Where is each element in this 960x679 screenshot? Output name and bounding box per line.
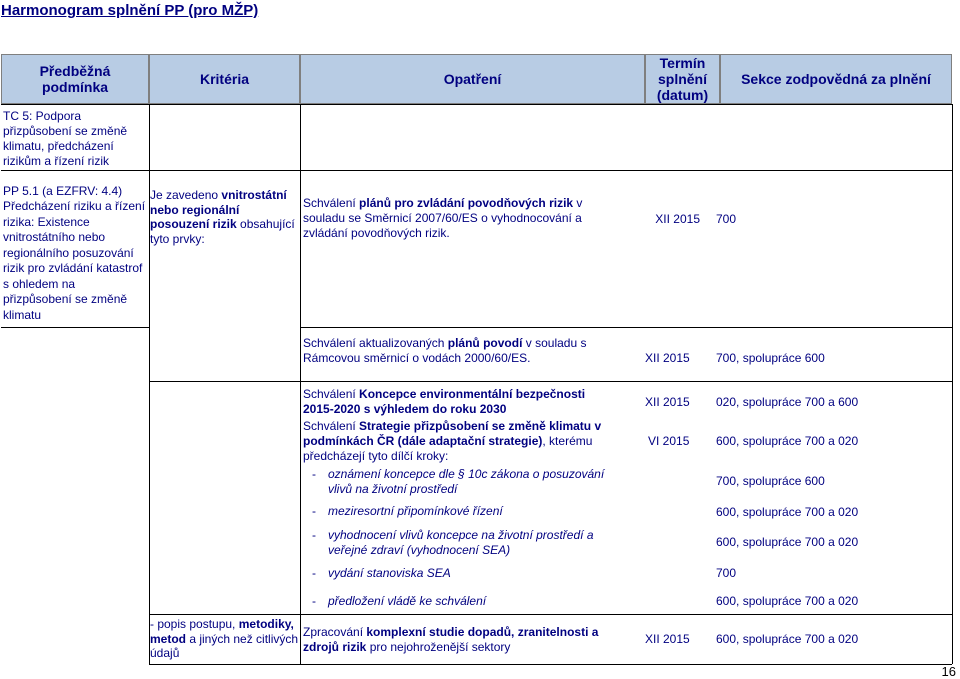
pp-reference: PP 5.1 (a EZFRV: 4.4) — [3, 184, 123, 198]
step-5-text: předložení vládě ke schválení — [328, 594, 487, 608]
step-dash: - — [312, 504, 316, 518]
header-deadline: Termín splnění (datum) — [645, 54, 720, 104]
measure-row-1: Schválení plánů pro zvládání povodňových rizik v souladu se Směrnicí 2007/60/ES o vyhodnocování a zvládání povodňových rizik. — [303, 196, 583, 240]
step-dash: - — [312, 467, 316, 481]
measure-row-5: Zpracování komplexní studie dopadů, zranitelnosti a zdrojů rizik pro nejohroženější sektory — [303, 625, 599, 654]
tc5-label: TC 5: Podpora přizpůsobení se změně klimatu, předcházení rizikům a řízení rizik — [3, 109, 128, 168]
rule-under-pp — [1, 327, 149, 328]
page-title: Harmonogram splnění PP (pro MŽP) — [1, 2, 259, 19]
pp-description: Předcházení riziku a řízení rizika: Existence vnitrostátního nebo regionálního posuzování rizik pro zvládání katastrof s ohledem na přizpůsobení se změně klimatu — [3, 199, 146, 322]
deadline-row-2: XII 2015 — [645, 351, 690, 365]
step-3-text: vyhodnocení vlivů koncepce na životní prostředí a veřejné zdraví (vyhodnocení SEA) — [328, 528, 594, 557]
section-row-3: 020, spolupráce 700 a 600 — [716, 395, 859, 409]
section-row-4: 600, spolupráce 700 a 020 — [716, 434, 859, 448]
step-dash: - — [312, 528, 316, 542]
section-row-1: 700 — [716, 212, 737, 226]
vline-right — [952, 104, 953, 664]
step-2-text: meziresortní připomínkové řízení — [328, 504, 503, 518]
step-5-section: 600, spolupráce 700 a 020 — [716, 594, 859, 608]
rule-under-row1 — [300, 327, 952, 328]
deadline-row-5: XII 2015 — [645, 632, 690, 646]
header-measures: Opatření — [300, 54, 645, 104]
section-row-2: 700, spolupráce 600 — [716, 351, 825, 365]
step-1-section: 700, spolupráce 600 — [716, 474, 825, 488]
vline-measures — [300, 104, 301, 664]
page-number: 16 — [941, 664, 956, 679]
step-4-section: 700 — [716, 566, 737, 580]
rule-above-pp — [1, 170, 952, 171]
measure-row-2: Schválení aktualizovaných plánů povodí v souladu s Rámcovou směrnicí o vodách 2000/60/ES. — [303, 336, 587, 365]
rule-bottom — [149, 664, 952, 665]
step-3-section: 600, spolupráce 700 a 020 — [716, 535, 859, 549]
criteria-2: - popis postupu, metodiky, metod a jiných než citlivých údajů — [150, 617, 299, 660]
header-precondition: Předběžná podmínka — [1, 54, 149, 104]
section-row-5: 600, spolupráce 700 a 020 — [716, 632, 859, 646]
step-2-section: 600, spolupráce 700 a 020 — [716, 505, 859, 519]
rule-under-header — [1, 104, 952, 105]
step-4-text: vydání stanoviska SEA — [328, 566, 451, 580]
step-dash: - — [312, 594, 316, 608]
step-1-text: oznámení koncepce dle § 10c zákona o posuzování vlivů na životní prostředí — [328, 467, 605, 496]
measure-row-4: Schválení Strategie přizpůsobení se změně klimatu v podmínkách ČR (dále adaptační strategie), kterému předcházejí tyto dílčí kroky: — [303, 419, 602, 463]
measure-row-3: Schválení Koncepce environmentální bezpečnosti 2015-2020 s výhledem do roku 2030 — [303, 387, 586, 416]
header-criteria: Kritéria — [149, 54, 300, 104]
deadline-row-1: XII 2015 — [655, 212, 700, 226]
rule-under-row2 — [149, 381, 952, 382]
criteria-1: Je zavedeno vnitrostátní nebo regionální posouzení rizik obsahující tyto prvky: — [150, 188, 295, 246]
deadline-row-4: VI 2015 — [648, 434, 690, 448]
header-section: Sekce zodpovědná za plnění — [720, 54, 952, 104]
rule-above-row5 — [149, 614, 952, 615]
deadline-row-3: XII 2015 — [645, 395, 690, 409]
step-dash: - — [312, 566, 316, 580]
